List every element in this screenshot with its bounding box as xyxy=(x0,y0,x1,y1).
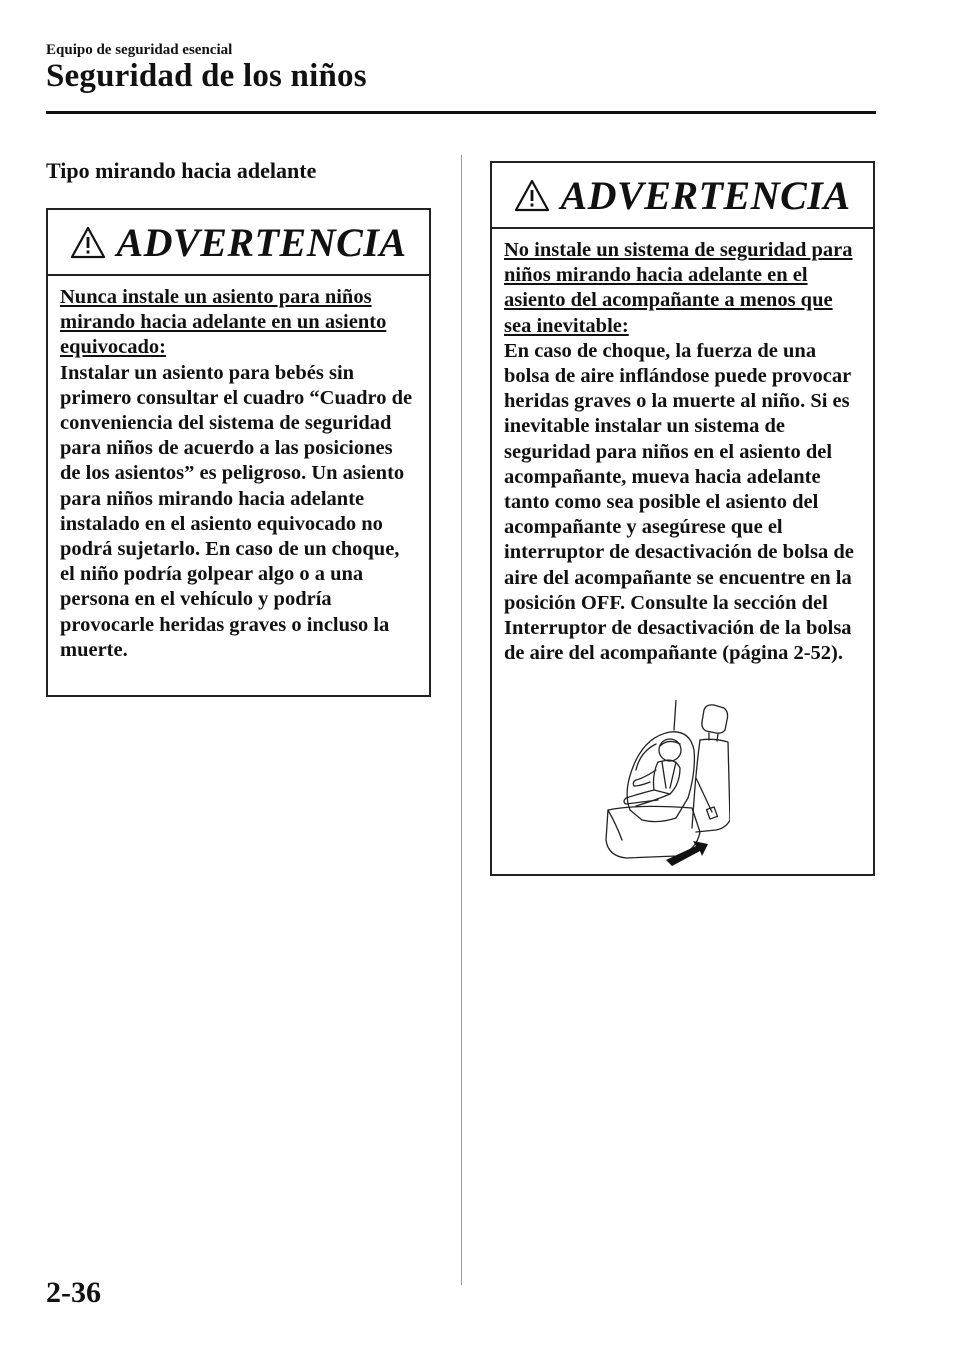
warning-text: Instalar un asiento para bebés sin primero consultar el cuadro “Cuadro de conveniencia del sistema de seguridad para niños de acuerdo a las posiciones de los asientos” es peligroso. Un asiento para niños mirando hacia adelante instalado en el asiento equivocado no podrá sujetarlo. En caso de un choque, el niño podría golpear algo o a una persona en el vehículo y podría provocarle heridas graves o incluso la muerte. xyxy=(60,361,413,661)
page-number: 2-36 xyxy=(46,1276,101,1309)
warning-title: ADVERTENCIA xyxy=(116,219,407,265)
section-label: Equipo de seguridad esencial xyxy=(46,42,233,58)
warning-lead: No instale un sistema de seguridad para niños mirando hacia adelante en el asiento del acompañante a menos que sea inevitable: xyxy=(504,239,853,337)
warning-triangle-icon xyxy=(70,226,106,259)
warning-body xyxy=(48,276,429,663)
column-divider xyxy=(461,155,462,1285)
warning-title: ADVERTENCIA xyxy=(560,172,851,218)
page-title: Seguridad de los niños xyxy=(46,58,367,94)
warning-lead: Nunca instale un asiento para niños mirando hacia adelante en un asiento equivocado: xyxy=(60,286,387,359)
title-rule xyxy=(46,111,876,114)
forward-facing-child-seat-illustration xyxy=(596,700,730,866)
warning-triangle-icon xyxy=(514,179,550,212)
warning-text: En caso de choque, la fuerza de una bolsa de aire inflándose puede provocar heridas graves o la muerte al niño. Si es inevitable instalar un sistema de seguridad para niños en el asiento del acompañante, mueva hacia adelante tanto como sea posible el asiento del acompañante y asegúrese que el interruptor de desactivación de bolsa de aire del acompañante se encuentre en la posición OFF. Consulte la sección del Interruptor de desactivación de la bolsa de aire del acompañante (página 2-52). xyxy=(504,339,854,665)
subheading: Tipo mirando hacia adelante xyxy=(46,158,317,183)
warning-header xyxy=(48,210,429,276)
warning-box-left xyxy=(46,208,431,697)
warning-body xyxy=(492,229,873,666)
warning-header xyxy=(492,163,873,229)
